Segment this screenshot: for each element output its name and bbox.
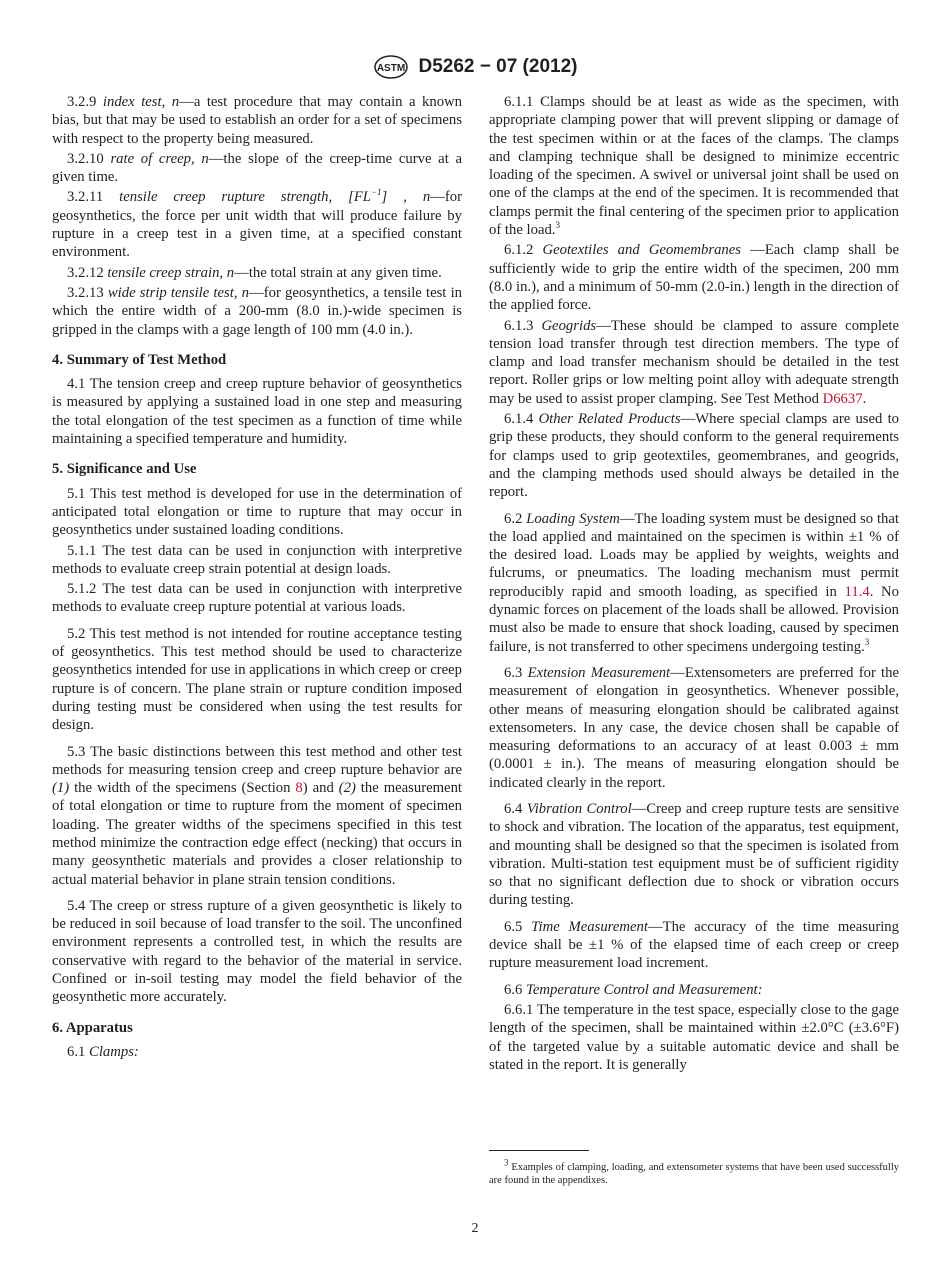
text-run: —Each clamp shall be sufficiently wide to grip the entire width of the specimen, 200 mm (8.0 in.), and a minimum of 50-mm (2.0-in.) length in the direction of the applied force.: [489, 242, 900, 314]
paragraph: [52, 625, 462, 735]
text-run: —Creep and creep rupture tests are sensitive to shock and vibration. The location of the apparatus, test equipment, and mounting shall be designed so that the specimen is isolated from vibration. Multi-station test equipment must be of sufficient rigidity so that no significant deflection due to shock or vibration occurs during testing.: [489, 800, 900, 909]
paragraph: [52, 93, 462, 148]
footnote-marker: 3: [504, 1157, 509, 1168]
superscript: 3: [555, 220, 560, 231]
text-run: rate of creep, n: [110, 150, 209, 167]
text-run: —the total strain at any given time.: [234, 264, 442, 281]
text-run: ) and: [302, 780, 339, 797]
text-run: 3.2.12: [67, 264, 108, 281]
text-run: (2): [338, 780, 356, 797]
text-run: —These should be clamped to assure complete tension load transfer through test direction members. The type of clamp and load transfer mechanism should be detailed in the test report. Roller grips or low melting point alloy with adequate strength may be used to assist proper clamping. See Test Method: [489, 317, 900, 407]
text-run: 5. Significance and Use: [52, 461, 197, 478]
cross-reference-link[interactable]: 8: [295, 780, 303, 797]
text-run: Temperature Control and Measurement:: [526, 981, 763, 998]
paragraph: [489, 664, 899, 792]
right-column: [489, 93, 899, 1076]
astm-logo-icon: [373, 54, 409, 80]
paragraph: [52, 375, 462, 448]
text-run: 6.6.1 The temperature in the test space, especially close to the gage length of the specimen, shall be maintained within ±2.0°C (±3.6°F) of the targeted value by a suitable automatic device and shall be stated in the report. It is generally: [489, 1001, 899, 1073]
paragraph: [489, 1001, 899, 1074]
text-run: 6.1: [67, 1043, 90, 1060]
text-run: Other Related Products: [538, 411, 681, 428]
paragraph: [52, 264, 462, 282]
text-run: the width of the specimens (Section: [69, 780, 296, 797]
text-run: 3.2.13: [67, 284, 108, 301]
text-run: 4. Summary of Test Method: [52, 351, 227, 368]
text-run: —The loading system must be designed so that the load applied and maintained on the specimen is within ±1 % of the desired load. Loads may be applied by weights, weights and fulcrums, or pneumatics. The loading mechanism must permit reproducibly rapid and smooth loading, as specified in: [489, 510, 899, 600]
text-run: —for geosynthetics, the force per unit width that will produce failure by rupture in a creep test in a given time, at a specified constant environment.: [52, 189, 462, 261]
text-run: 6.4: [504, 800, 527, 817]
text-run: —Where special clamps are used to grip these products, they should conform to the general requirements for clamps used to grip geotextiles, geomembranes, and geogrids, and the clamping methods used should always be detailed in the report.: [489, 411, 900, 501]
page-number: 2: [471, 1221, 479, 1236]
text-run: 4.1 The tension creep and creep rupture behavior of geosynthetics is measured by applying a sustained load in one step and measuring the total elongation of the test specimen as a function of time while maintaining a specified temperature and humidity.: [52, 376, 462, 448]
text-run: 6. Apparatus: [52, 1019, 133, 1036]
paragraph: [489, 510, 899, 656]
paragraph: [52, 542, 462, 579]
text-run: 3.2.9: [67, 94, 103, 110]
text-run: 3.2.11: [67, 189, 120, 206]
text-run: ] , n: [381, 189, 431, 206]
paragraph: [489, 410, 899, 501]
paragraph: [489, 317, 899, 408]
text-run: tensile creep rupture strength, [FL: [119, 189, 371, 206]
text-run: 6.1.1 Clamps should be at least as wide as the specimen, with appropriate clamping power that will prevent slipping or damage of the test specimen within or at the faces of the clamps. The clamps and clamping technique shall be designed to minimize eccentric loading of the specimen. A swivel or universal joint shall be used on one of the clamps at the end of the specimen. It is recommended that clamps permit the final centering of the specimen prior to application of the load.: [489, 94, 899, 239]
text-run: 6.2: [504, 510, 527, 527]
text-run: 5.3 The basic distinctions between this test method and other test methods for measuring tension creep and creep rupture behavior are: [52, 743, 462, 778]
text-run: index test, n: [102, 94, 180, 110]
section-heading: [52, 460, 462, 478]
text-run: 6.6: [504, 981, 527, 998]
text-run: 6.1.4: [504, 411, 539, 428]
paragraph: [489, 918, 899, 973]
text-run: Loading System: [526, 510, 620, 527]
text-run: 5.1.1 The test data can be used in conjunction with interpretive methods to evaluate creep strain potential at design loads.: [52, 542, 462, 577]
paragraph: [52, 897, 462, 1007]
text-run: —for geosynthetics, a tensile test in which the entire width of a 200-mm (8.0 in.)-wide specimen is gripped in the clamps with a gage length of 100 mm (4.0 in.).: [52, 284, 462, 338]
paragraph: [52, 188, 462, 261]
text-run: the measurement of total elongation or time to rupture from the moment of specimen loading. The greater widths of the specimens specified in this test method minimize the contraction edge effect (necking) that occurs in many geosynthetic materials and provides a closer relationship to actual material behavior in plane strain tension conditions.: [52, 780, 462, 888]
text-run: Clamps:: [89, 1043, 139, 1060]
left-column: [52, 93, 462, 1063]
text-run: 3.2.10: [67, 150, 111, 167]
text-run: Geogrids: [541, 317, 597, 334]
paragraph: [489, 800, 899, 910]
text-run: 6.1.3: [504, 317, 542, 334]
text-run: Time Measurement: [531, 918, 648, 935]
text-run: —a test procedure that may contain a known bias, but that may be used to establish an order for a set of specimens with respect to the property being measured.: [52, 94, 463, 147]
text-run: wide strip tensile test, n: [107, 284, 250, 301]
text-run: —the slope of the creep-time curve at a given time.: [52, 150, 463, 186]
superscript: −1: [370, 187, 382, 198]
text-run: tensile creep strain, n: [107, 264, 235, 281]
paragraph: [52, 580, 462, 617]
footnote-text: Examples of clamping, loading, and extensometer systems that have been used successfully are found in the appendixes.: [489, 1162, 899, 1186]
paragraph: [52, 485, 462, 540]
section-heading: [52, 351, 462, 369]
paragraph: [52, 1043, 462, 1061]
text-run: . No dynamic forces on placement of the loads shall be allowed. Provision must also be made to ensure that shock loading, caused by specimen failure, is not transferred to other specimens undergoing testing.: [489, 583, 899, 655]
text-run: Extension Measurement: [527, 664, 671, 681]
superscript: 3: [864, 636, 870, 647]
section-heading: [52, 1019, 462, 1037]
text-run: .: [862, 390, 867, 407]
text-run: (1): [52, 780, 70, 797]
document-title: D5262 − 07 (2012): [418, 56, 578, 77]
cross-reference-link[interactable]: D6637: [822, 390, 863, 407]
paragraph: [52, 743, 462, 889]
footnote-divider: [489, 1150, 589, 1151]
footnote: [489, 1157, 899, 1187]
paragraph: [52, 284, 462, 339]
cross-reference-link[interactable]: 11.4: [844, 583, 870, 600]
paragraph: [489, 241, 899, 314]
svg-text:ASTM: ASTM: [376, 63, 405, 74]
text-run: Geotextiles and Geomembranes: [542, 242, 742, 259]
paragraph: [489, 981, 899, 999]
text-run: 5.4 The creep or stress rupture of a given geosynthetic is likely to be reduced in soil because of load transfer to the soil. The unconfined environment represents a controlled test, in which the results are conservative with regard to the behavior of the material in service. Confined or in-soil testing may model the field behavior of the geosynthetic more accurately.: [52, 897, 462, 1006]
text-run: 6.5: [504, 918, 532, 935]
text-run: —Extensometers are preferred for the measurement of elongation in geosynthetics. Whenever possible, other means of measuring elongation should be calibrated against extensometers. In any case, the device chosen shall be capable of measuring deformations to an accuracy of at least 0.003 ± mm (0.0001 ± in.). The means of measuring elongation should be indicated clearly in the report.: [489, 664, 899, 791]
text-run: —The accuracy of the time measuring device shall be ±1 % of the elapsed time of each creep or creep rupture measurement load increment.: [489, 918, 899, 972]
text-run: Vibration Control: [526, 800, 632, 817]
paragraph: [52, 150, 462, 187]
text-run: 6.1.2: [504, 242, 543, 259]
text-run: 5.1.2 The test data can be used in conjunction with interpretive methods to evaluate creep rupture potential at various loads.: [52, 581, 462, 616]
paragraph: [489, 93, 899, 239]
text-run: 5.1 This test method is developed for use in the determination of anticipated total elongation or time to rupture that may occur in geosynthetics under sustained loading conditions.: [52, 485, 462, 539]
page-header: [0, 54, 950, 80]
text-run: 6.3: [504, 664, 528, 681]
text-run: 5.2 This test method is not intended for routine acceptance testing of geosynthetics. This test method should be used to characterize geosynthetics intended for use in applications in which creep or creep rupture is of concern. The plane strain or rupture condition imposed during testing must be considered when using the test results for design.: [52, 625, 462, 734]
